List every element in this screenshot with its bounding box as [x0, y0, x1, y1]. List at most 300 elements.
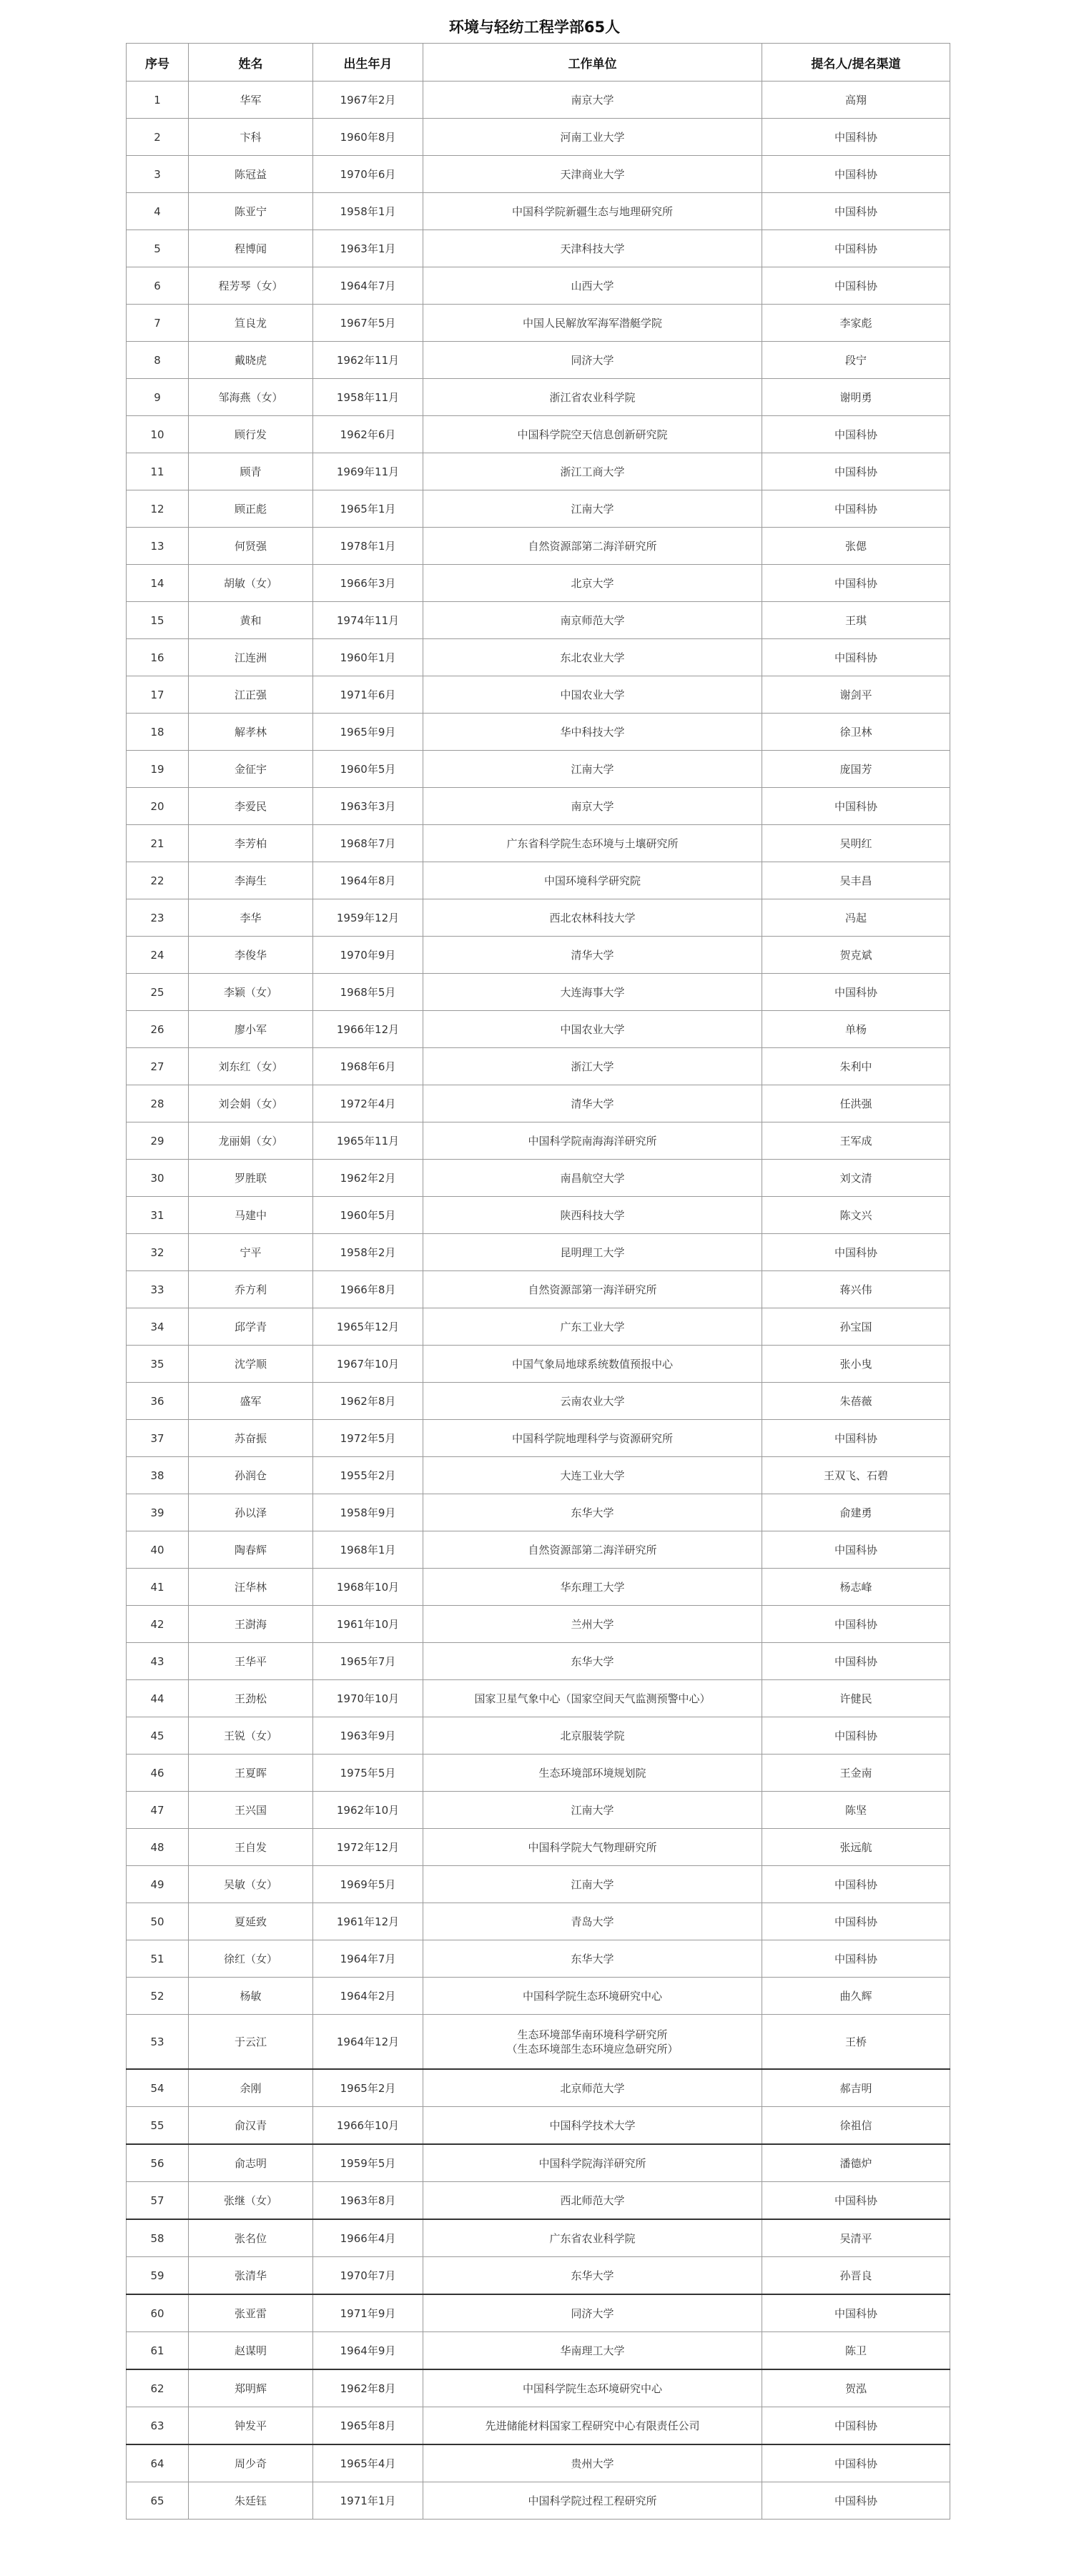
table-row	[127, 1457, 950, 1494]
cell-name: 何贤强	[189, 528, 313, 565]
table-row	[127, 416, 950, 453]
cell-birth: 1959年5月	[313, 2144, 423, 2182]
table-header-row	[127, 44, 950, 82]
cell-name: 吴敏（女）	[189, 1866, 313, 1903]
work-unit-line: （生态环境部生态环境应急研究所）	[506, 2042, 679, 2056]
cell-work-unit	[423, 453, 762, 490]
work-unit-line: 东华大学	[571, 1654, 614, 1668]
cell-name: 李俊华	[189, 937, 313, 974]
cell-birth: 1971年9月	[313, 2294, 423, 2332]
cell-name: 江连洲	[189, 639, 313, 676]
table-row	[127, 2144, 950, 2182]
cell-nominator: 杨志峰	[762, 1569, 950, 1606]
cell-index: 25	[127, 974, 189, 1011]
cell-nominator: 蒋兴伟	[762, 1271, 950, 1308]
cell-work-unit	[423, 1420, 762, 1457]
table-row	[127, 639, 950, 676]
cell-nominator: 俞建勇	[762, 1494, 950, 1531]
cell-name: 刘东红（女）	[189, 1048, 313, 1085]
cell-work-unit	[423, 82, 762, 119]
cell-index: 59	[127, 2257, 189, 2295]
cell-name: 俞汉青	[189, 2107, 313, 2145]
cell-index: 39	[127, 1494, 189, 1531]
cell-work-unit	[423, 2257, 762, 2295]
cell-name: 张名位	[189, 2219, 313, 2257]
cell-birth: 1967年2月	[313, 82, 423, 119]
work-unit-line: 贵州大学	[571, 2457, 614, 2470]
cell-birth: 1968年7月	[313, 825, 423, 862]
cell-work-unit	[423, 1494, 762, 1531]
work-unit-line: 大连工业大学	[560, 1469, 625, 1482]
work-unit-line: 中国科学院过程工程研究所	[528, 2494, 657, 2507]
cell-work-unit	[423, 379, 762, 416]
cell-nominator: 高翔	[762, 82, 950, 119]
work-unit-line: 浙江工商大学	[560, 465, 625, 478]
cell-index: 19	[127, 751, 189, 788]
cell-index: 64	[127, 2444, 189, 2482]
cell-index: 29	[127, 1122, 189, 1160]
cell-birth: 1963年3月	[313, 788, 423, 825]
cell-name: 解孝林	[189, 714, 313, 751]
work-unit-line: 自然资源部第一海洋研究所	[528, 1283, 657, 1296]
cell-name: 华军	[189, 82, 313, 119]
table-row	[127, 230, 950, 267]
work-unit-line: 中国环境科学研究院	[543, 874, 641, 887]
cell-index: 60	[127, 2294, 189, 2332]
work-unit-line: 江南大学	[571, 1877, 614, 1891]
cell-birth: 1966年10月	[313, 2107, 423, 2145]
cell-index: 2	[127, 119, 189, 156]
cell-work-unit	[423, 1234, 762, 1271]
cell-name: 宁平	[189, 1234, 313, 1271]
cell-index: 58	[127, 2219, 189, 2257]
header-name: 姓名	[189, 44, 313, 82]
work-unit-line: 清华大学	[571, 1097, 614, 1110]
work-unit-line: 中国农业大学	[560, 688, 625, 701]
cell-name: 黄和	[189, 602, 313, 639]
cell-name: 李华	[189, 899, 313, 937]
cell-index: 16	[127, 639, 189, 676]
work-unit-line: 中国人民解放军海军潜艇学院	[522, 316, 662, 330]
cell-work-unit	[423, 1122, 762, 1160]
work-unit-line: 中国科学院新疆生态与地理研究所	[511, 204, 673, 218]
cell-index: 26	[127, 1011, 189, 1048]
work-unit-line: 中国科学院南海海洋研究所	[528, 1134, 657, 1148]
work-unit-line: 中国科学院海洋研究所	[538, 2156, 646, 2170]
cell-name: 苏奋振	[189, 1420, 313, 1457]
cell-nominator: 张偲	[762, 528, 950, 565]
cell-index: 53	[127, 2015, 189, 2070]
cell-index: 17	[127, 676, 189, 714]
work-unit-line: 中国科学院地理科学与资源研究所	[511, 1431, 673, 1445]
cell-index: 37	[127, 1420, 189, 1457]
table-row	[127, 2482, 950, 2520]
cell-nominator: 中国科协	[762, 639, 950, 676]
cell-index: 43	[127, 1643, 189, 1680]
table-row	[127, 2107, 950, 2145]
work-unit-line: 大连海事大学	[560, 985, 625, 999]
cell-name: 张清华	[189, 2257, 313, 2295]
cell-birth: 1960年5月	[313, 751, 423, 788]
cell-work-unit	[423, 193, 762, 230]
cell-birth: 1962年11月	[313, 342, 423, 379]
work-unit-line: 西北师范大学	[560, 2193, 625, 2207]
cell-birth: 1972年12月	[313, 1829, 423, 1866]
cell-nominator: 吴明红	[762, 825, 950, 862]
work-unit-line: 中国科学技术大学	[549, 2118, 636, 2132]
cell-index: 50	[127, 1903, 189, 1940]
cell-birth: 1968年6月	[313, 1048, 423, 1085]
cell-index: 61	[127, 2332, 189, 2370]
cell-nominator: 中国科协	[762, 2482, 950, 2520]
table-row	[127, 937, 950, 974]
cell-birth: 1962年10月	[313, 1792, 423, 1829]
work-unit-line: 清华大学	[571, 948, 614, 962]
cell-nominator: 中国科协	[762, 1903, 950, 1940]
cell-nominator: 朱蓓薇	[762, 1383, 950, 1420]
cell-birth: 1967年10月	[313, 1346, 423, 1383]
cell-nominator: 谢明勇	[762, 379, 950, 416]
cell-name: 盛军	[189, 1383, 313, 1420]
cell-index: 9	[127, 379, 189, 416]
cell-birth: 1965年2月	[313, 2069, 423, 2107]
cell-name: 金征宇	[189, 751, 313, 788]
cell-work-unit	[423, 119, 762, 156]
work-unit-line: 浙江省农业科学院	[549, 390, 636, 404]
table-row	[127, 1569, 950, 1606]
cell-nominator: 中国科协	[762, 453, 950, 490]
cell-birth: 1958年9月	[313, 1494, 423, 1531]
cell-birth: 1959年12月	[313, 899, 423, 937]
cell-work-unit	[423, 1940, 762, 1978]
work-unit-line: 兰州大学	[571, 1617, 614, 1631]
cell-nominator: 张小曳	[762, 1346, 950, 1383]
cell-name: 陈冠益	[189, 156, 313, 193]
cell-birth: 1965年8月	[313, 2407, 423, 2445]
cell-birth: 1967年5月	[313, 305, 423, 342]
cell-index: 33	[127, 1271, 189, 1308]
table-row	[127, 1755, 950, 1792]
cell-nominator: 中国科协	[762, 267, 950, 305]
table-row	[127, 1011, 950, 1048]
table-row	[127, 2407, 950, 2445]
work-unit-line: 广东省农业科学院	[549, 2231, 636, 2245]
cell-work-unit	[423, 2294, 762, 2332]
cell-nominator: 段宁	[762, 342, 950, 379]
cell-nominator: 中国科协	[762, 2294, 950, 2332]
cell-work-unit	[423, 2482, 762, 2520]
cell-birth: 1962年8月	[313, 2369, 423, 2407]
cell-birth: 1971年6月	[313, 676, 423, 714]
cell-nominator: 朱利中	[762, 1048, 950, 1085]
cell-index: 11	[127, 453, 189, 490]
cell-work-unit	[423, 676, 762, 714]
cell-birth: 1965年11月	[313, 1122, 423, 1160]
cell-index: 20	[127, 788, 189, 825]
cell-nominator: 王金南	[762, 1755, 950, 1792]
cell-work-unit	[423, 1160, 762, 1197]
table-row	[127, 490, 950, 528]
cell-nominator: 中国科协	[762, 1606, 950, 1643]
cell-work-unit	[423, 156, 762, 193]
cell-work-unit	[423, 2444, 762, 2482]
table-row	[127, 2294, 950, 2332]
cell-work-unit	[423, 1048, 762, 1085]
cell-name: 罗胜联	[189, 1160, 313, 1197]
cell-index: 13	[127, 528, 189, 565]
table-row	[127, 2182, 950, 2220]
table-row	[127, 1494, 950, 1531]
cell-name: 顾青	[189, 453, 313, 490]
cell-birth: 1963年8月	[313, 2182, 423, 2220]
cell-index: 35	[127, 1346, 189, 1383]
cell-nominator: 孙晋良	[762, 2257, 950, 2295]
table-row	[127, 1978, 950, 2015]
cell-birth: 1964年2月	[313, 1978, 423, 2015]
cell-nominator: 潘德炉	[762, 2144, 950, 2182]
cell-nominator: 刘文清	[762, 1160, 950, 1197]
table-row	[127, 1308, 950, 1346]
cell-name: 王锐（女）	[189, 1717, 313, 1755]
header-index: 序号	[127, 44, 189, 82]
cell-birth: 1955年2月	[313, 1457, 423, 1494]
work-unit-line: 东华大学	[571, 1506, 614, 1519]
work-unit-line: 东华大学	[571, 1952, 614, 1965]
cell-birth: 1965年12月	[313, 1308, 423, 1346]
table-row	[127, 193, 950, 230]
cell-work-unit	[423, 1569, 762, 1606]
header-nominator: 提名人/提名渠道	[762, 44, 950, 82]
cell-work-unit	[423, 2407, 762, 2445]
cell-work-unit	[423, 1308, 762, 1346]
work-unit-line: 河南工业大学	[560, 130, 625, 144]
cell-work-unit	[423, 1085, 762, 1122]
cell-index: 46	[127, 1755, 189, 1792]
work-unit-line: 中国气象局地球系统数值预报中心	[511, 1357, 673, 1371]
cell-birth: 1971年1月	[313, 2482, 423, 2520]
cell-work-unit	[423, 305, 762, 342]
cell-nominator: 陈坚	[762, 1792, 950, 1829]
work-unit-line: 生态环境部环境规划院	[538, 1766, 646, 1780]
cell-work-unit	[423, 788, 762, 825]
work-unit-line: 东华大学	[571, 2269, 614, 2282]
cell-work-unit	[423, 1531, 762, 1569]
cell-work-unit	[423, 2182, 762, 2220]
cell-name: 于云江	[189, 2015, 313, 2070]
table-row	[127, 899, 950, 937]
cell-index: 45	[127, 1717, 189, 1755]
cell-birth: 1965年1月	[313, 490, 423, 528]
cell-nominator: 任洪强	[762, 1085, 950, 1122]
cell-work-unit	[423, 342, 762, 379]
cell-birth: 1974年11月	[313, 602, 423, 639]
table-row	[127, 565, 950, 602]
work-unit-line: 云南农业大学	[560, 1394, 625, 1408]
work-unit-line: 北京大学	[571, 576, 614, 590]
cell-index: 22	[127, 862, 189, 899]
cell-nominator: 中国科协	[762, 119, 950, 156]
table-row	[127, 676, 950, 714]
cell-name: 戴晓虎	[189, 342, 313, 379]
cell-name: 王兴国	[189, 1792, 313, 1829]
work-unit-line: 江南大学	[571, 502, 614, 515]
cell-nominator: 中国科协	[762, 1531, 950, 1569]
cell-birth: 1963年1月	[313, 230, 423, 267]
cell-nominator: 中国科协	[762, 1420, 950, 1457]
cell-nominator: 陈卫	[762, 2332, 950, 2370]
cell-name: 李芳柏	[189, 825, 313, 862]
cell-work-unit	[423, 714, 762, 751]
cell-index: 14	[127, 565, 189, 602]
table-row	[127, 267, 950, 305]
cell-work-unit	[423, 528, 762, 565]
table-row	[127, 862, 950, 899]
cell-index: 31	[127, 1197, 189, 1234]
cell-index: 21	[127, 825, 189, 862]
table-row	[127, 751, 950, 788]
cell-index: 56	[127, 2144, 189, 2182]
cell-work-unit	[423, 2369, 762, 2407]
cell-name: 龙丽娟（女）	[189, 1122, 313, 1160]
table-row	[127, 1643, 950, 1680]
cell-birth: 1960年1月	[313, 639, 423, 676]
cell-index: 44	[127, 1680, 189, 1717]
cell-name: 孙润仓	[189, 1457, 313, 1494]
cell-index: 51	[127, 1940, 189, 1978]
cell-work-unit	[423, 2144, 762, 2182]
cell-work-unit	[423, 1755, 762, 1792]
cell-work-unit	[423, 565, 762, 602]
table-row	[127, 825, 950, 862]
cell-work-unit	[423, 751, 762, 788]
table-row	[127, 2069, 950, 2107]
cell-nominator: 庞国芳	[762, 751, 950, 788]
table-row	[127, 714, 950, 751]
cell-work-unit	[423, 1606, 762, 1643]
cell-birth: 1962年8月	[313, 1383, 423, 1420]
cell-name: 汪华林	[189, 1569, 313, 1606]
cell-work-unit	[423, 602, 762, 639]
work-unit-line: 中国科学院生态环境研究中心	[522, 1989, 662, 2003]
cell-birth: 1966年3月	[313, 565, 423, 602]
cell-name: 夏延致	[189, 1903, 313, 1940]
cell-nominator: 单杨	[762, 1011, 950, 1048]
cell-name: 余刚	[189, 2069, 313, 2107]
cell-name: 王华平	[189, 1643, 313, 1680]
cell-nominator: 张远航	[762, 1829, 950, 1866]
cell-nominator: 中国科协	[762, 1717, 950, 1755]
cell-name: 胡敏（女）	[189, 565, 313, 602]
table-row	[127, 453, 950, 490]
work-unit-line: 广东省科学院生态环境与土壤研究所	[506, 837, 679, 850]
cell-work-unit	[423, 1346, 762, 1383]
work-unit-line: 中国科学院大气物理研究所	[528, 1840, 657, 1854]
cell-nominator: 徐卫林	[762, 714, 950, 751]
cell-name: 笪良龙	[189, 305, 313, 342]
cell-birth: 1975年5月	[313, 1755, 423, 1792]
table-row	[127, 1420, 950, 1457]
cell-index: 36	[127, 1383, 189, 1420]
cell-birth: 1972年4月	[313, 1085, 423, 1122]
work-unit-line: 西北农林科技大学	[549, 911, 636, 924]
header-birth: 出生年月	[313, 44, 423, 82]
cell-name: 王澍海	[189, 1606, 313, 1643]
cell-name: 郑明辉	[189, 2369, 313, 2407]
cell-name: 马建中	[189, 1197, 313, 1234]
work-unit-line: 生态环境部华南环境科学研究所	[517, 2028, 668, 2041]
cell-birth: 1960年5月	[313, 1197, 423, 1234]
cell-nominator: 王军成	[762, 1122, 950, 1160]
cell-birth: 1968年10月	[313, 1569, 423, 1606]
work-unit-line: 自然资源部第二海洋研究所	[528, 539, 657, 553]
cell-nominator: 中国科协	[762, 156, 950, 193]
cell-index: 3	[127, 156, 189, 193]
cell-birth: 1970年10月	[313, 1680, 423, 1717]
table-row	[127, 1383, 950, 1420]
cell-index: 42	[127, 1606, 189, 1643]
work-unit-line: 南昌航空大学	[560, 1171, 625, 1185]
cell-index: 57	[127, 2182, 189, 2220]
table-row	[127, 1903, 950, 1940]
cell-name: 邱学青	[189, 1308, 313, 1346]
cell-work-unit	[423, 1903, 762, 1940]
cell-nominator: 冯起	[762, 899, 950, 937]
work-unit-line: 南京大学	[571, 799, 614, 813]
cell-nominator: 谢剑平	[762, 676, 950, 714]
cell-index: 32	[127, 1234, 189, 1271]
table-row	[127, 82, 950, 119]
cell-name: 陶春辉	[189, 1531, 313, 1569]
cell-name: 俞志明	[189, 2144, 313, 2182]
cell-nominator: 中国科协	[762, 2407, 950, 2445]
header-work-unit: 工作单位	[423, 44, 762, 82]
cell-index: 63	[127, 2407, 189, 2445]
work-unit-line: 天津科技大学	[560, 242, 625, 255]
cell-name: 徐红（女）	[189, 1940, 313, 1978]
work-unit-line: 南京师范大学	[560, 613, 625, 627]
cell-work-unit	[423, 1792, 762, 1829]
cell-birth: 1962年6月	[313, 416, 423, 453]
cell-nominator: 王琪	[762, 602, 950, 639]
cell-nominator: 贺泓	[762, 2369, 950, 2407]
cell-work-unit	[423, 974, 762, 1011]
cell-birth: 1968年1月	[313, 1531, 423, 1569]
cell-nominator: 中国科协	[762, 193, 950, 230]
work-unit-line: 广东工业大学	[560, 1320, 625, 1333]
cell-birth: 1964年9月	[313, 2332, 423, 2370]
cell-work-unit	[423, 2219, 762, 2257]
work-unit-line: 华东理工大学	[560, 1580, 625, 1594]
table-row	[127, 1606, 950, 1643]
cell-nominator: 中国科协	[762, 788, 950, 825]
work-unit-line: 南京大学	[571, 93, 614, 107]
work-unit-line: 山西大学	[571, 279, 614, 292]
table-row	[127, 1940, 950, 1978]
table-row	[127, 379, 950, 416]
cell-name: 顾行发	[189, 416, 313, 453]
cell-birth: 1960年8月	[313, 119, 423, 156]
cell-work-unit	[423, 1011, 762, 1048]
cell-name: 王自发	[189, 1829, 313, 1866]
cell-work-unit	[423, 1457, 762, 1494]
cell-nominator: 徐祖信	[762, 2107, 950, 2145]
cell-index: 28	[127, 1085, 189, 1122]
cell-name: 李颖（女）	[189, 974, 313, 1011]
cell-work-unit	[423, 490, 762, 528]
cell-birth: 1966年8月	[313, 1271, 423, 1308]
cell-name: 廖小军	[189, 1011, 313, 1048]
cell-nominator: 中国科协	[762, 974, 950, 1011]
